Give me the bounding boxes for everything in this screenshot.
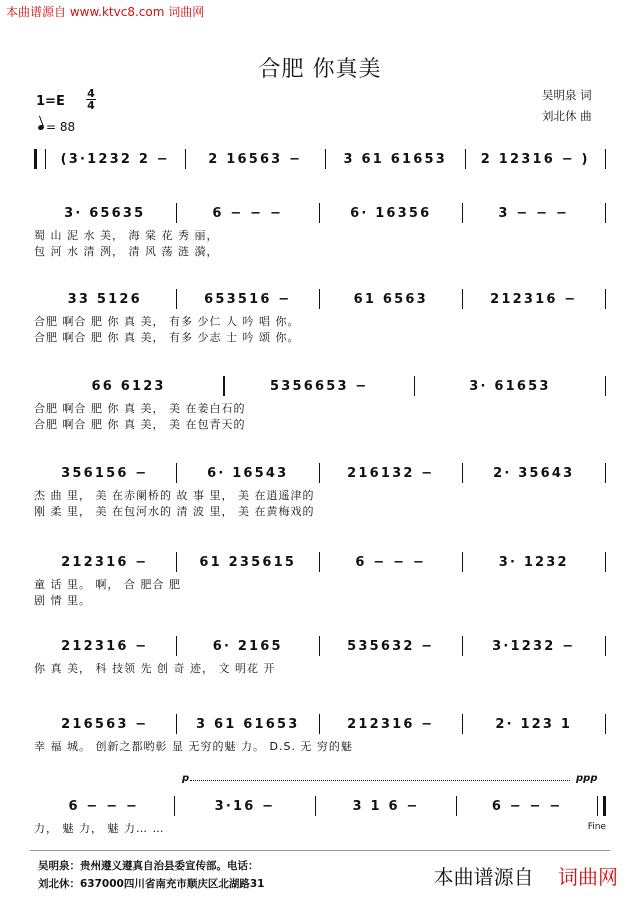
measure: 3·16 −	[214, 798, 276, 814]
score-row	[34, 374, 606, 452]
lyricist-credit: 吴明泉 词	[542, 88, 592, 102]
bar-line	[597, 796, 606, 816]
measure: 3· 1232	[498, 554, 569, 570]
dynamic-piano: p	[182, 773, 190, 784]
lyric-line: 幸 福 城。 创新之都哟彰 显 无穷的魅 力。 D.S. 无 穷的魅	[34, 740, 353, 753]
measure: 3· 65635	[64, 205, 146, 221]
lyric-line: 蜀 山 泥 水 美， 海 棠 花 秀 丽，	[34, 229, 219, 242]
lyric-line: 剧 情 里。	[34, 594, 91, 607]
contact-liu: 刘北休：637000四川省南充市顺庆区北湖路31	[38, 878, 265, 890]
measure: 653516 −	[204, 291, 292, 307]
measure: 3 61 61653	[343, 151, 447, 167]
bar-line	[605, 552, 607, 572]
score-row	[34, 634, 606, 712]
quarter-note-icon	[37, 124, 44, 131]
measure: 212316 −	[490, 291, 578, 307]
measure: 2· 35643	[493, 465, 575, 481]
score-row	[34, 712, 606, 790]
measure: 3·1232 −	[492, 638, 576, 654]
top-watermark: 本曲谱源自 www.ktvc8.com 词曲网	[6, 5, 205, 19]
notation-line	[34, 794, 606, 818]
notation-line	[34, 550, 606, 574]
notation-line	[34, 201, 606, 225]
measure: 61 6563	[353, 291, 428, 307]
bar-line	[605, 463, 607, 483]
bar-line	[34, 149, 46, 169]
notation-line	[34, 461, 606, 485]
measure: 66 6123	[91, 378, 166, 394]
measure: 2 16563 −	[208, 151, 303, 167]
measure: 212316 −	[347, 716, 435, 732]
bar-line	[605, 203, 607, 223]
notation-line	[34, 634, 606, 658]
footer-brand	[434, 861, 618, 890]
footer-brand-b: 词曲网	[558, 865, 618, 889]
lyric-line: 合肥 啊合 肥 你 真 美， 美 在姜白石的	[34, 402, 246, 415]
lyric-line: 刚 柔 里， 美 在包河水的 清 波 里， 美 在黄梅戏的	[34, 505, 315, 518]
tempo-value: = 88	[46, 120, 76, 134]
notation-line	[34, 147, 606, 171]
measure: 212316 −	[61, 638, 149, 654]
notation-line	[34, 712, 606, 736]
score-row	[34, 550, 606, 628]
measure: 3 61 61653	[196, 716, 300, 732]
score-row	[34, 461, 606, 539]
measure: 216132 −	[347, 465, 435, 481]
lyric-line: 合肥 啊合 肥 你 真 美， 美 在包青天的	[34, 418, 246, 431]
lyric-line: 合肥 啊合 肥 你 真 美， 有多 少仁 人 吟 唱 你。	[34, 315, 300, 328]
measure: 3 − − −	[498, 205, 570, 221]
score-row	[34, 201, 606, 279]
contact-wu: 吴明泉：贵州遵义遵真自治县委宣传部。电话：	[38, 860, 259, 872]
measure: 212316 −	[61, 554, 149, 570]
measure: 6· 2165	[212, 638, 283, 654]
measure: 2· 123 1	[495, 716, 573, 732]
measure: 216563 −	[61, 716, 149, 732]
fine-marking: Fine	[587, 822, 606, 832]
lyric-line: 童 话 里。 啊， 合 肥合 肥	[34, 578, 181, 591]
time-signature-top: 4	[87, 87, 95, 100]
bar-line	[605, 636, 607, 656]
measure: 61 235615	[199, 554, 297, 570]
measure: (3·1232 2 −	[60, 151, 170, 167]
measure: 6 − − −	[355, 554, 427, 570]
measure: 356156 −	[61, 465, 149, 481]
measure: 6· 16356	[350, 205, 432, 221]
measure: 33 5126	[67, 291, 142, 307]
bar-line	[605, 289, 607, 309]
composer-credit: 刘北休 曲	[542, 109, 592, 123]
time-signature-bottom: 4	[87, 99, 95, 112]
measure: 6· 16543	[207, 465, 289, 481]
measure: 3· 61653	[469, 378, 551, 394]
key-signature: 1=E	[36, 94, 65, 109]
song-title: 合肥 你真美	[258, 57, 382, 82]
footer-brand-a: 本曲谱源自	[433, 865, 534, 889]
notation-line	[34, 374, 606, 398]
measure: 5356653 −	[269, 378, 369, 394]
dynamic-pianississimo: ppp	[576, 773, 598, 784]
lyric-line: 包 河 水 清 洌， 清 风 荡 涟 漪，	[34, 245, 219, 258]
measure: 3 1 6 −	[352, 798, 420, 814]
measure: 535632 −	[347, 638, 435, 654]
measure: 6 − − −	[212, 205, 284, 221]
bar-line	[605, 149, 607, 169]
bar-line	[605, 714, 607, 734]
dynamics-line	[190, 780, 570, 782]
measure: 2 12316 − )	[480, 151, 590, 167]
footer-divider	[30, 850, 610, 851]
bar-line	[605, 376, 607, 396]
time-signature	[86, 88, 96, 111]
notation-line	[34, 287, 606, 311]
measure: 6 − − −	[68, 798, 140, 814]
score-row	[34, 287, 606, 365]
lyric-line: 杰 曲 里， 美 在赤阑桥的 故 事 里， 美 在逍遥津的	[34, 489, 315, 502]
measure: 6 − − −	[491, 798, 563, 814]
lyric-line: 你 真 美， 科 技领 先 创 奇 迹， 文 明花 开	[34, 662, 276, 675]
lyric-line: 合肥 啊合 肥 你 真 美， 有多 少志 士 吟 颂 你。	[34, 331, 300, 344]
lyric-line: 力， 魅 力， 魅 力… …	[34, 822, 165, 835]
tempo-marking	[38, 120, 75, 134]
